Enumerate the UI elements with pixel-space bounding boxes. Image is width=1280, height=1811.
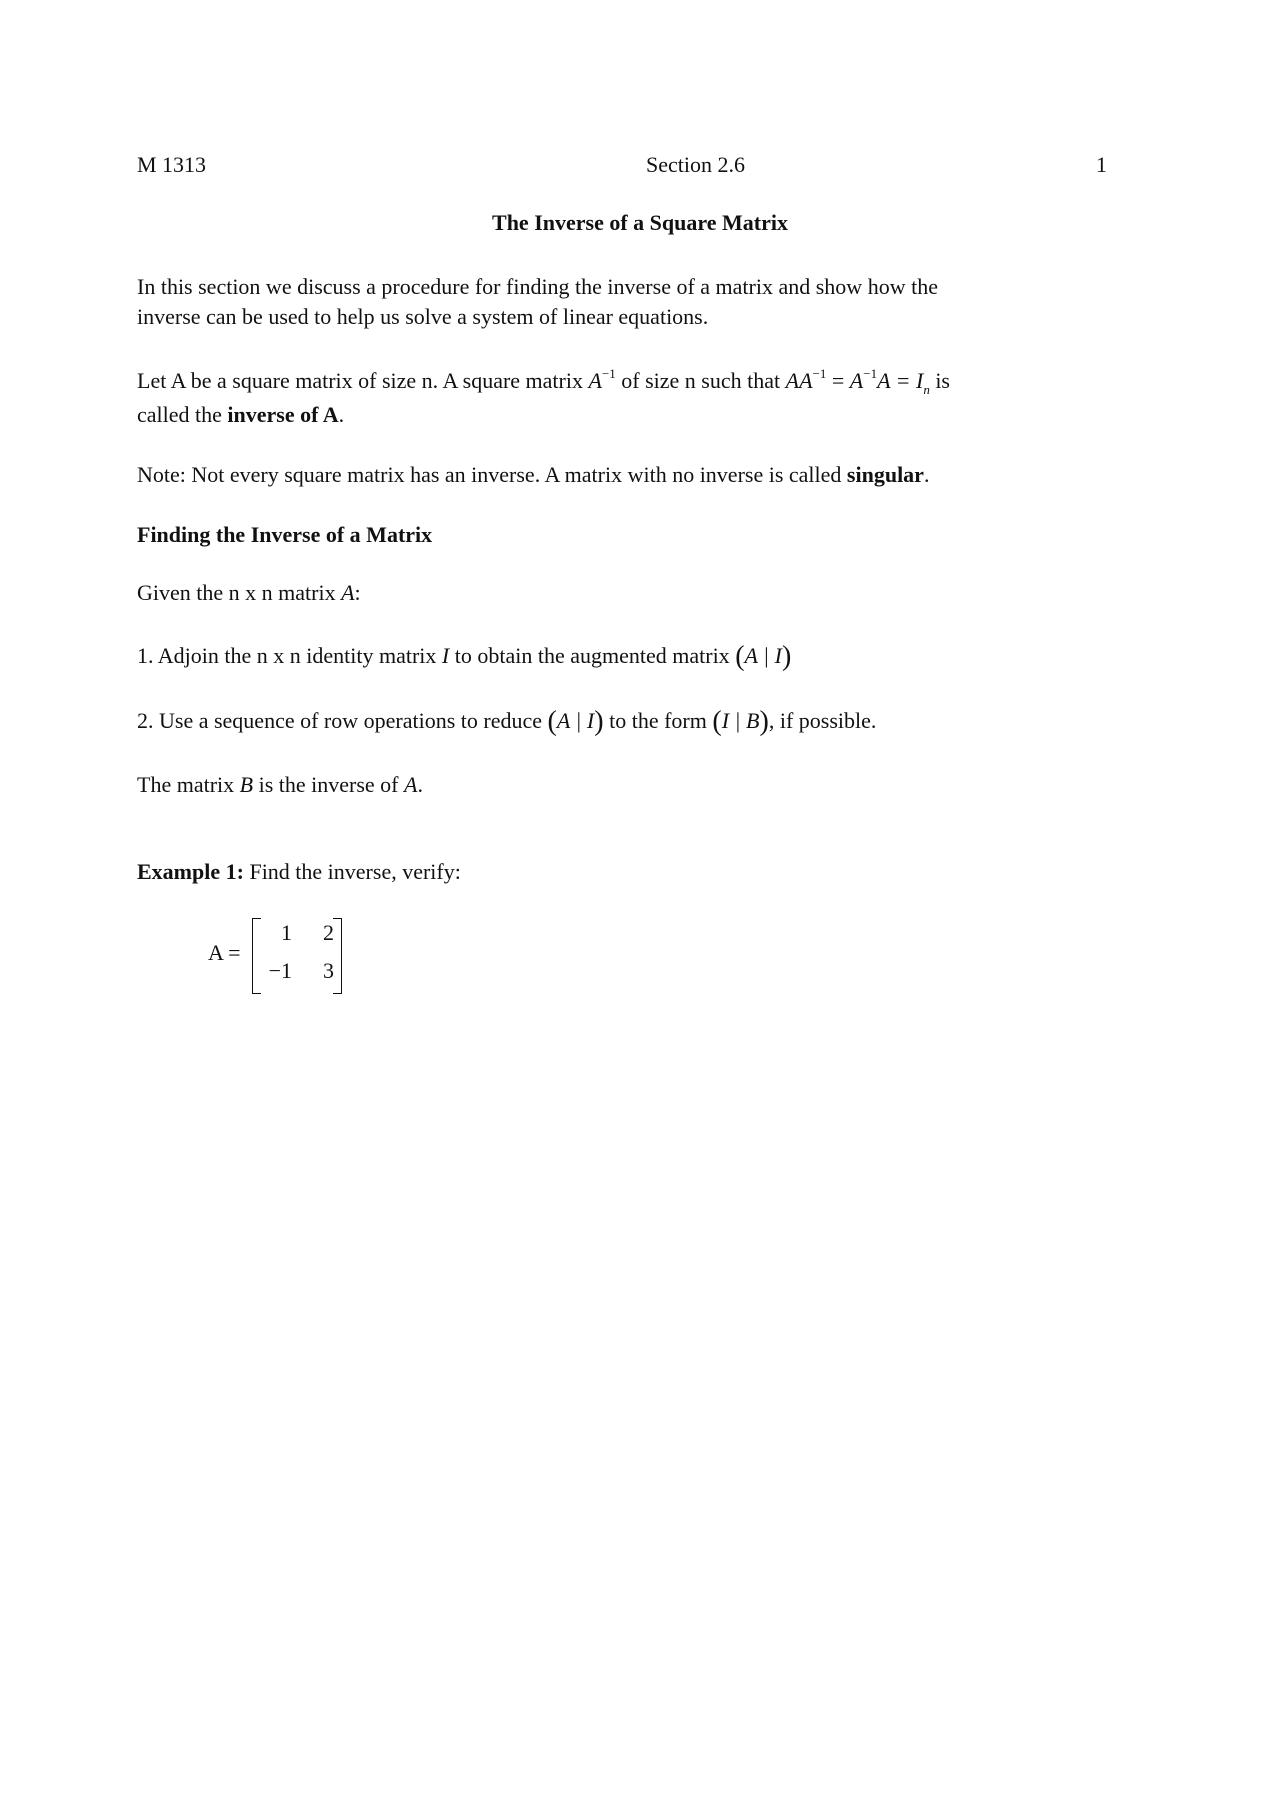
- definition-text-2: of size n such that: [615, 368, 786, 393]
- matrix-cell: 2: [323, 920, 334, 945]
- step-2-post: , if possible.: [768, 708, 877, 733]
- step-2: [137, 705, 876, 736]
- given-pre: Given the n x n matrix: [137, 580, 342, 605]
- definition-text-3: is: [929, 368, 950, 393]
- step-2-mid: to the form: [603, 708, 713, 733]
- superscript-inverse: −1: [601, 366, 616, 381]
- conclusion-symbol-b: B: [239, 772, 254, 797]
- superscript-inverse-3: −1: [863, 366, 878, 381]
- page-title: The Inverse of a Square Matrix: [492, 210, 788, 235]
- definition-line-1: [137, 366, 950, 399]
- step-1-pre: 1. Adjoin the n x n identity matrix: [137, 643, 442, 668]
- page-number: 1: [1096, 152, 1107, 177]
- singular-bold: singular: [846, 462, 924, 487]
- matrix-right-bracket: [333, 918, 342, 994]
- definition-line-2: [137, 400, 344, 430]
- note-end: .: [923, 462, 930, 487]
- course-number: M 1313: [137, 152, 207, 177]
- close-paren: ): [781, 641, 792, 672]
- matrix-cell: 1: [281, 920, 292, 945]
- example-text: Find the inverse, verify:: [243, 859, 461, 884]
- given-symbol: A: [341, 580, 355, 605]
- step-1: [137, 640, 791, 671]
- step-2-augmented-1: A | I: [556, 708, 595, 733]
- subscript-n: n: [923, 382, 930, 397]
- given-line: [137, 578, 361, 608]
- conclusion-symbol-a: A: [404, 772, 418, 797]
- intro-line-2: inverse can be used to help us solve a system of linear equations.: [137, 304, 709, 329]
- definition-line-2-pre: called the: [137, 402, 228, 427]
- example-1: [137, 857, 461, 887]
- close-paren: ): [594, 706, 604, 737]
- close-paren: ): [759, 706, 769, 737]
- symbol-a: A: [588, 368, 602, 393]
- section-label: Section 2.6: [646, 152, 745, 177]
- step-2-pre: 2. Use a sequence of row operations to reduce: [137, 708, 548, 733]
- step-2-augmented-2: I | B: [721, 708, 760, 733]
- subheading: [137, 520, 432, 550]
- matrix-label: A =: [208, 940, 241, 965]
- conclusion: [137, 770, 423, 800]
- intro-line-1: In this section we discuss a procedure for finding the inverse of a matrix and show how the: [137, 274, 938, 299]
- conclusion-pre: The matrix: [137, 772, 240, 797]
- step-1-augmented: A | I: [744, 643, 782, 668]
- note-text: Note: Not every square matrix has an inverse. A matrix with no inverse is called: [137, 462, 847, 487]
- matrix-cell: −1: [268, 958, 292, 983]
- equation-a-equals-i: A = I: [877, 368, 924, 393]
- given-post: :: [354, 580, 361, 605]
- step-1-post: to obtain the augmented matrix: [449, 643, 736, 668]
- subheading-text: Finding the Inverse of a Matrix: [137, 522, 433, 547]
- definition-text-1: Let A be a square matrix of size n. A square matrix: [137, 368, 589, 393]
- open-paren: (: [735, 641, 745, 672]
- equation-a1: A: [849, 368, 864, 393]
- note-line: [137, 460, 929, 490]
- equation-equals: =: [826, 368, 850, 393]
- equation-aa: AA: [785, 368, 813, 393]
- open-paren: (: [712, 706, 722, 737]
- example-label: Example 1:: [137, 859, 244, 884]
- step-1-symbol: I: [441, 643, 450, 668]
- open-paren: (: [547, 706, 557, 737]
- conclusion-mid: is the inverse of: [253, 772, 404, 797]
- definition-line-2-post: .: [338, 402, 345, 427]
- conclusion-post: .: [417, 772, 423, 797]
- matrix-cell: 3: [323, 958, 334, 983]
- matrix-a: [252, 918, 342, 994]
- superscript-inverse-2: −1: [812, 366, 827, 381]
- inverse-of-a-bold: inverse of A: [227, 402, 339, 427]
